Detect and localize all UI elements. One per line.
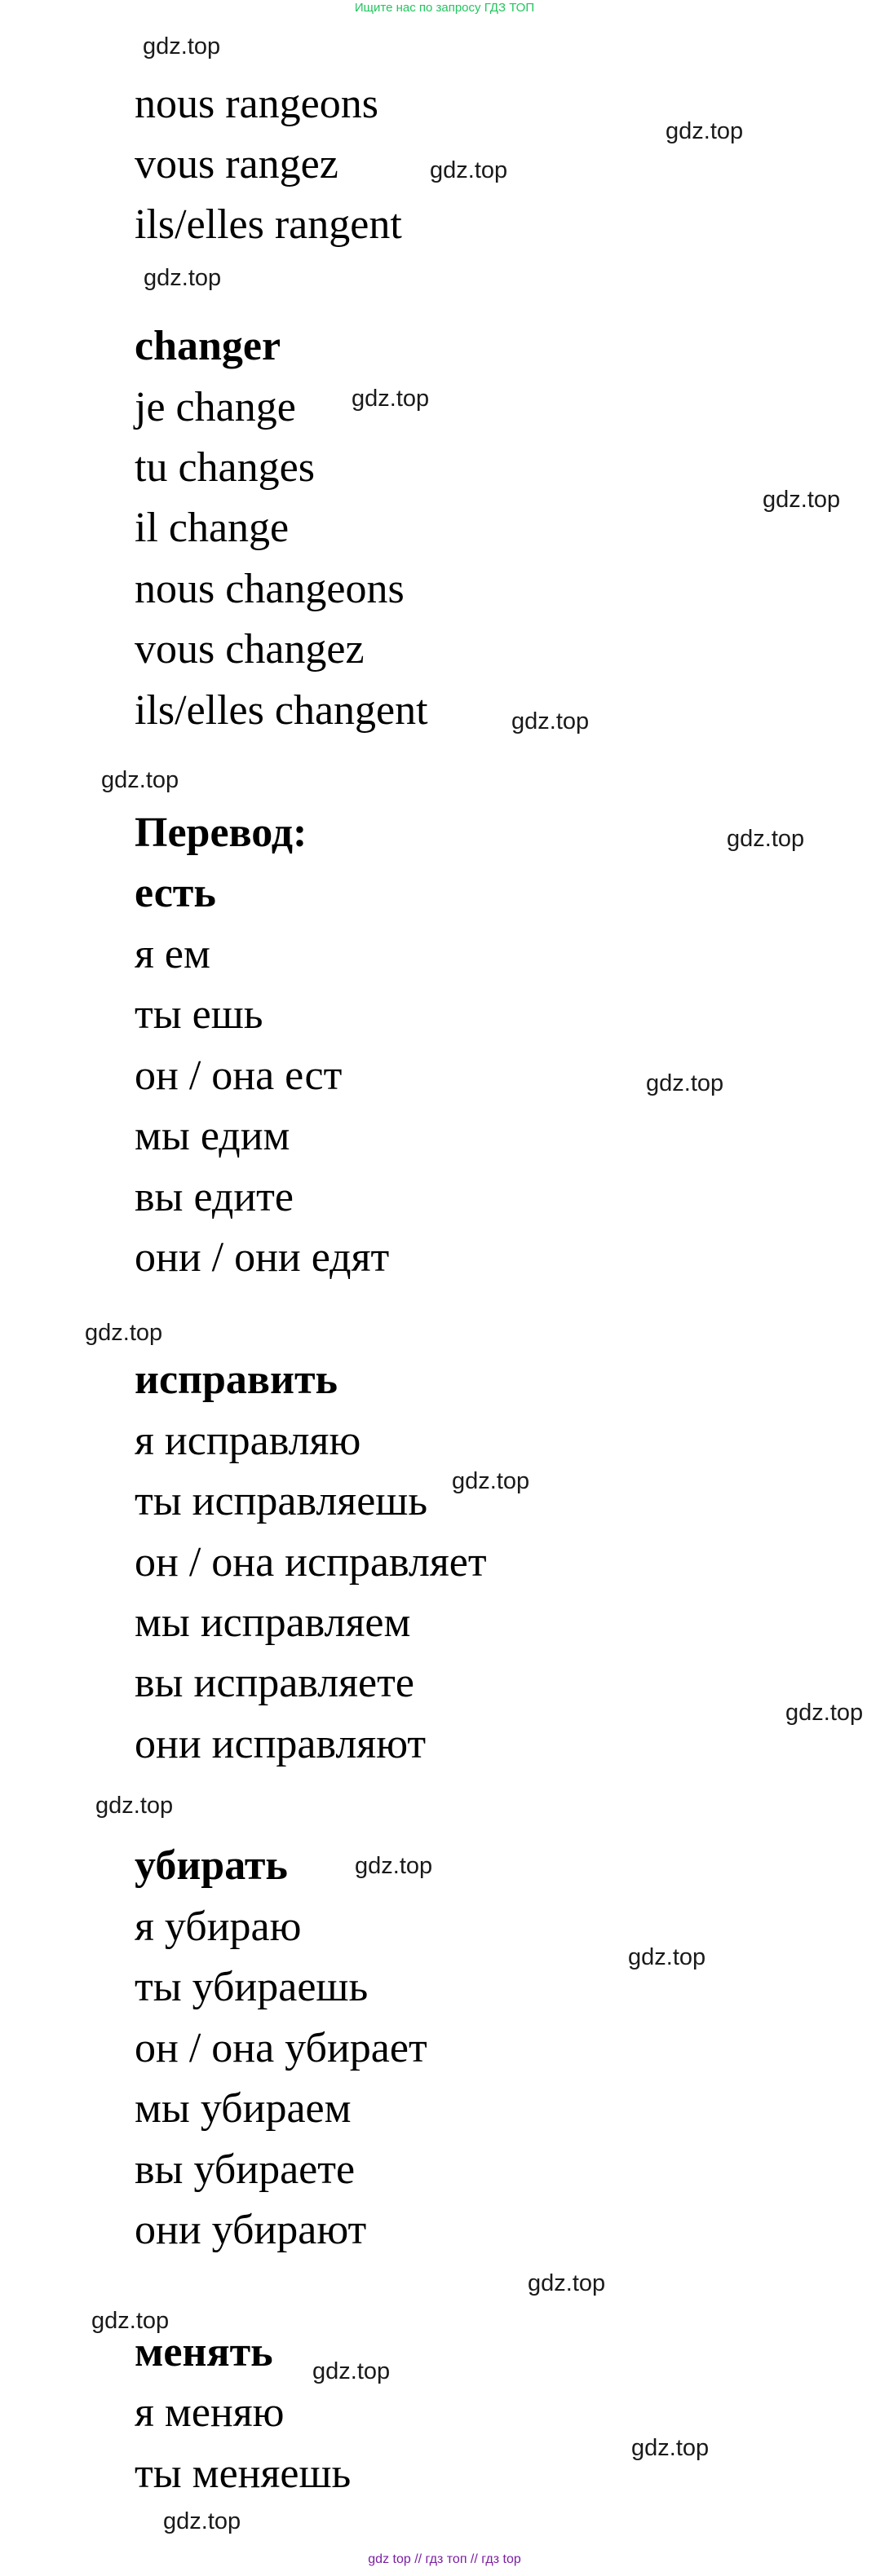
text-line: они исправляют xyxy=(135,1721,427,1767)
text-line: ils/elles changent xyxy=(135,687,428,734)
text-line: он / она ест xyxy=(135,1052,343,1099)
watermark: gdz.top xyxy=(143,33,221,60)
text-line: они / они едят xyxy=(135,1234,390,1281)
section-heading-est: есть xyxy=(135,870,216,916)
text-line: я исправляю xyxy=(135,1418,361,1464)
watermark: gdz.top xyxy=(666,118,744,144)
section-heading-menyat: менять xyxy=(135,2329,273,2375)
section-heading-translation: Перевод: xyxy=(135,809,307,856)
text-line: je change xyxy=(135,384,296,430)
watermark: gdz.top xyxy=(727,826,805,852)
watermark: gdz.top xyxy=(631,2435,710,2461)
text-line: vous changez xyxy=(135,626,365,673)
watermark: gdz.top xyxy=(352,386,430,412)
watermark: gdz.top xyxy=(91,2308,170,2334)
watermark: gdz.top xyxy=(163,2508,241,2534)
section-heading-changer: changer xyxy=(135,323,281,369)
section-heading-ubirat: убирать xyxy=(135,1842,288,1889)
text-line: ты меняешь xyxy=(135,2450,352,2497)
text-line: вы едите xyxy=(135,1174,294,1220)
text-line: мы едим xyxy=(135,1113,290,1159)
text-line: он / она исправляет xyxy=(135,1539,487,1586)
text-line: вы исправляете xyxy=(135,1660,414,1706)
text-line: я ем xyxy=(135,931,210,977)
watermark: gdz.top xyxy=(101,767,179,793)
text-line: вы убираете xyxy=(135,2146,356,2193)
watermark: gdz.top xyxy=(312,2358,391,2384)
text-line: nous rangeons xyxy=(135,81,378,127)
text-line: я меняю xyxy=(135,2389,285,2436)
text-line: он / она убирает xyxy=(135,2025,427,2071)
watermark: gdz.top xyxy=(430,157,508,183)
watermark: gdz.top xyxy=(528,2270,606,2296)
text-line: il change xyxy=(135,505,290,551)
watermark: gdz.top xyxy=(785,1700,864,1726)
text-line: мы убираем xyxy=(135,2085,352,2132)
watermark: gdz.top xyxy=(452,1468,530,1494)
text-line: ils/elles rangent xyxy=(135,201,402,248)
watermark: gdz.top xyxy=(85,1320,163,1346)
watermark: gdz.top xyxy=(511,708,590,734)
text-line: они убирают xyxy=(135,2207,367,2253)
watermark: gdz.top xyxy=(355,1853,433,1879)
watermark: gdz.top xyxy=(646,1070,724,1096)
text-line: мы исправляем xyxy=(135,1599,411,1646)
text-line: vous rangez xyxy=(135,141,338,187)
section-heading-ispravit: исправить xyxy=(135,1356,338,1403)
watermark: gdz.top xyxy=(628,1944,706,1970)
text-line: ты убираешь xyxy=(135,1964,369,2010)
top-banner: Ищите нас по запросу ГДЗ ТОП xyxy=(354,1,535,15)
text-line: я убираю xyxy=(135,1903,302,1950)
footer-watermark: gdz top // гдз топ // гдз top xyxy=(368,2552,521,2566)
text-line: nous changeons xyxy=(135,566,405,612)
watermark: gdz.top xyxy=(763,487,841,513)
watermark: gdz.top xyxy=(144,265,222,291)
text-line: ты исправляешь xyxy=(135,1478,428,1524)
text-line: ты ешь xyxy=(135,991,263,1038)
watermark: gdz.top xyxy=(95,1793,174,1819)
text-line: tu changes xyxy=(135,444,315,491)
